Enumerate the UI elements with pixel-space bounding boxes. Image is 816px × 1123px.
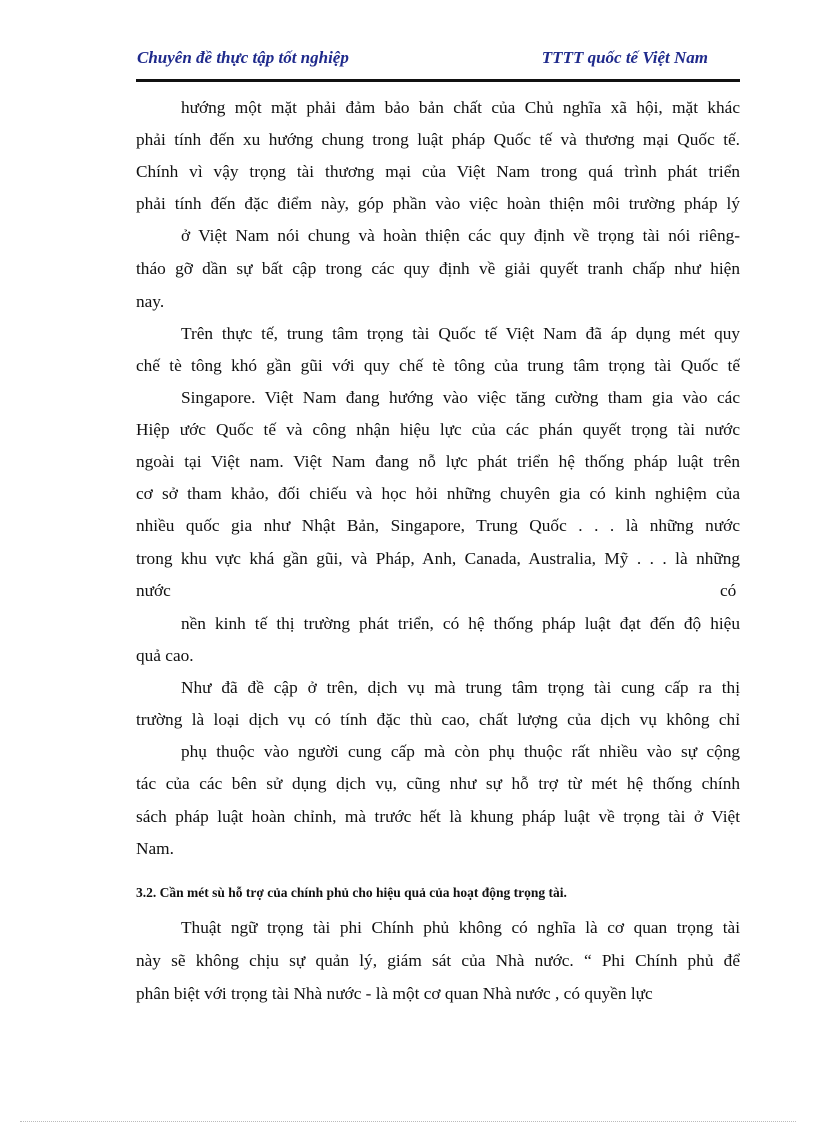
text-line: cơ sở tham khảo, đối chiếu và học hỏi những chuyên gia có kinh nghiệm của	[136, 484, 740, 503]
text-line: ở Việt Nam nói chung và hoàn thiện các quy định về trọng tài nói riêng-	[181, 226, 740, 245]
text-line: phụ thuộc vào người cung cấp mà còn phụ thuộc rất nhiều vào sự cộng	[181, 742, 740, 761]
text-line: Singapore. Việt Nam đang hướng vào việc tăng cường tham gia vào các	[181, 388, 740, 407]
text-line: hướng một mặt phải đảm bảo bản chất của Chủ nghĩa xã hội, mặt khác	[181, 98, 740, 117]
header-organization: TTTT quốc tế Việt Nam	[541, 48, 708, 67]
footer-rule	[20, 1121, 796, 1122]
page-header	[137, 48, 740, 72]
text-line: trong khu vực khá gần gũi, và Pháp, Anh, Canada, Australia, Mỹ . . . là những	[136, 549, 740, 568]
header-rule	[136, 79, 740, 82]
text-line: có	[720, 581, 737, 600]
text-line: Chính vì vậy trọng tài thương mại của Việt Nam trong quá trình phát triển	[136, 162, 740, 181]
text-line: Như đã đề cập ở trên, dịch vụ mà trung tâm trọng tài cung cấp ra thị	[181, 678, 740, 697]
text-line: nhiều quốc gia như Nhật Bản, Singapore, Trung Quốc . . . là những nước	[136, 516, 740, 535]
text-line: phân biệt với trọng tài Nhà nước - là một cơ quan Nhà nước , có quyền lực	[136, 984, 653, 1003]
text-line: tác của các bên sử dụng dịch vụ, cũng như sự hỗ trợ từ mét hệ thống chính	[136, 774, 740, 793]
text-line: Trên thực tế, trung tâm trọng tài Quốc tế Việt Nam đã áp dụng mét quy	[181, 324, 740, 343]
text-line: quả cao.	[136, 646, 194, 665]
text-line: Hiệp ước Quốc tế và công nhận hiệu lực của các phán quyết trọng tài nước	[136, 420, 740, 439]
text-line: này sẽ không chịu sự quản lý, giám sát của Nhà nước. “ Phi Chính phủ để	[136, 951, 740, 970]
text-line: Nam.	[136, 839, 174, 858]
text-line: Thuật ngữ trọng tài phi Chính phủ không có nghĩa là cơ quan trọng tài	[181, 918, 740, 937]
header-document-title: Chuyên đề thực tập tốt nghiệp	[137, 48, 349, 67]
text-line: nền kinh tế thị trường phát triển, có hệ thống pháp luật đạt đến độ hiệu	[181, 614, 740, 633]
text-line: ngoài tại Việt nam. Việt Nam đang nỗ lực phát triển hệ thống pháp luật trên	[136, 452, 740, 471]
section-heading: 3.2. Cần mét sù hỗ trợ của chính phủ cho hiệu quả của hoạt động trọng tài.	[136, 885, 567, 900]
text-line: phải tính đến đặc điểm này, góp phần vào việc hoàn thiện môi trường pháp lý	[136, 194, 740, 213]
text-line: phải tính đến xu hướng chung trong luật pháp Quốc tế và thương mại Quốc tế.	[136, 130, 740, 149]
text-line: trường là loại dịch vụ có tính đặc thù cao, chất lượng của dịch vụ không chỉ	[136, 710, 740, 729]
text-line: sách pháp luật hoàn chỉnh, mà trước hết là khung pháp luật về trọng tài ở Việt	[136, 807, 740, 826]
text-line: nay.	[136, 292, 165, 311]
text-line: tháo gỡ dần sự bất cập trong các quy định về giải quyết tranh chấp như hiện	[136, 259, 740, 278]
text-line: chế tè tông khó gần gũi với quy chế tè tông của trung tâm trọng tài Quốc tế	[136, 356, 740, 375]
text-line: nước	[136, 581, 171, 600]
